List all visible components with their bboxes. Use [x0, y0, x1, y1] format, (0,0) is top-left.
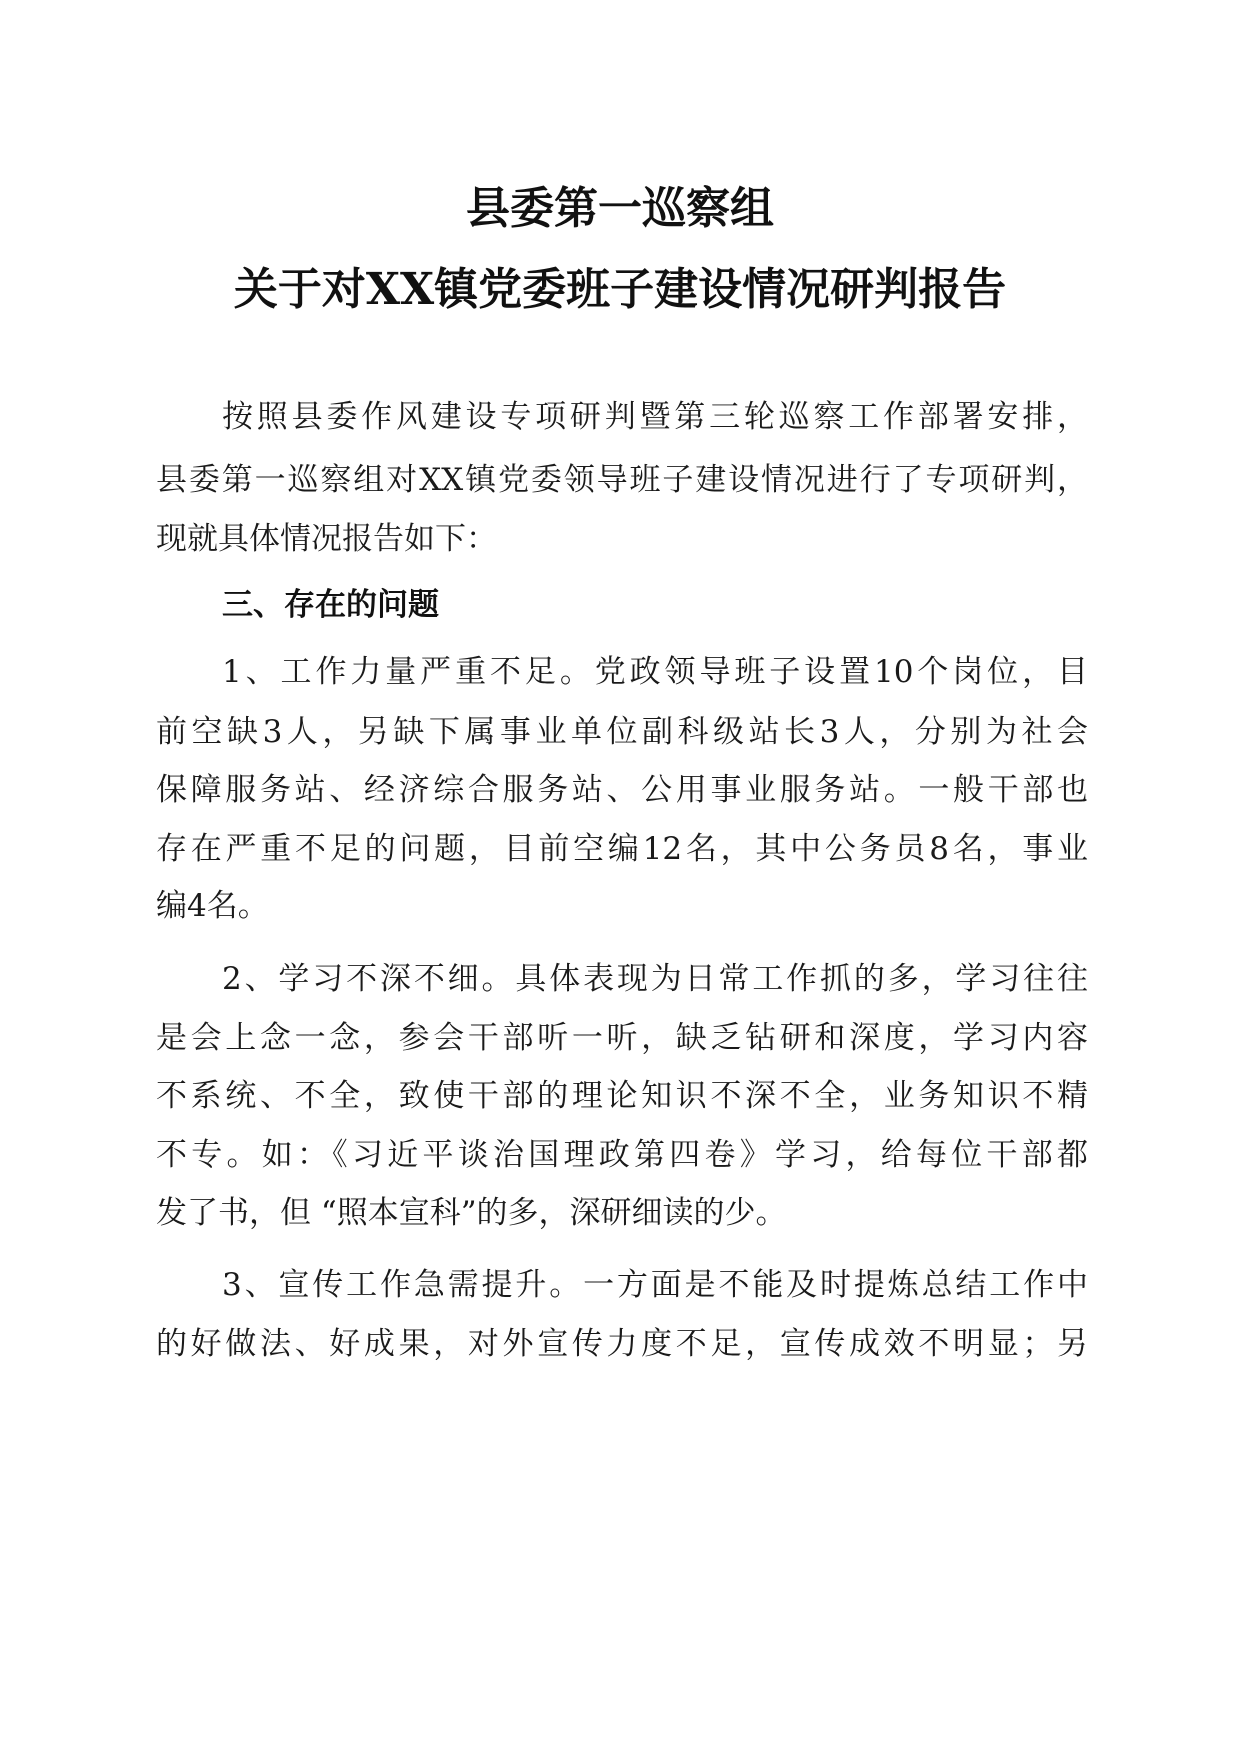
intro-line: 现就具体情况报告如下： [156, 521, 497, 557]
item-2-line: 是会上念一念，参会干部听一听，缺乏钻研和深度，学习内容 [156, 1020, 1088, 1056]
item-1-line: 前空缺3人，另缺下属事业单位副科级站长3人，分别为社会 [156, 714, 1088, 750]
document-title-line-1: 县委第一巡察组 [466, 183, 774, 234]
intro-line: 县委第一巡察组对XX镇党委领导班子建设情况进行了专项研判， [156, 462, 1088, 498]
item-2-line: 发了书，但 “照本宣科”的多，深研细读的少。 [156, 1195, 787, 1231]
intro-line: 按照县委作风建设专项研判暨第三轮巡察工作部署安排， [222, 399, 1088, 435]
item-1-line: 1、工作力量严重不足。党政领导班子设置10个岗位，目 [222, 654, 1088, 690]
item-3-line: 的好做法、好成果，对外宣传力度不足，宣传成效不明显；另 [156, 1326, 1088, 1362]
item-1-line: 保障服务站、经济综合服务站、公用事业服务站。一般干部也 [156, 772, 1088, 808]
item-3-line: 3、宣传工作急需提升。一方面是不能及时提炼总结工作中 [222, 1267, 1088, 1303]
item-2-line: 2、学习不深不细。具体表现为日常工作抓的多，学习往往 [222, 961, 1088, 997]
item-1-line: 编4名。 [156, 888, 269, 924]
item-1-line: 存在严重不足的问题，目前空编12名，其中公务员8名，事业 [156, 831, 1088, 867]
document-title-line-2: 关于对XX镇党委班子建设情况研判报告 [233, 264, 1007, 315]
section-heading: 三、存在的问题 [222, 587, 439, 623]
item-2-line: 不系统、不全，致使干部的理论知识不深不全，业务知识不精 [156, 1078, 1088, 1114]
item-2-line: 不专。如：《习近平谈治国理政第四卷》学习，给每位干部都 [156, 1137, 1088, 1173]
